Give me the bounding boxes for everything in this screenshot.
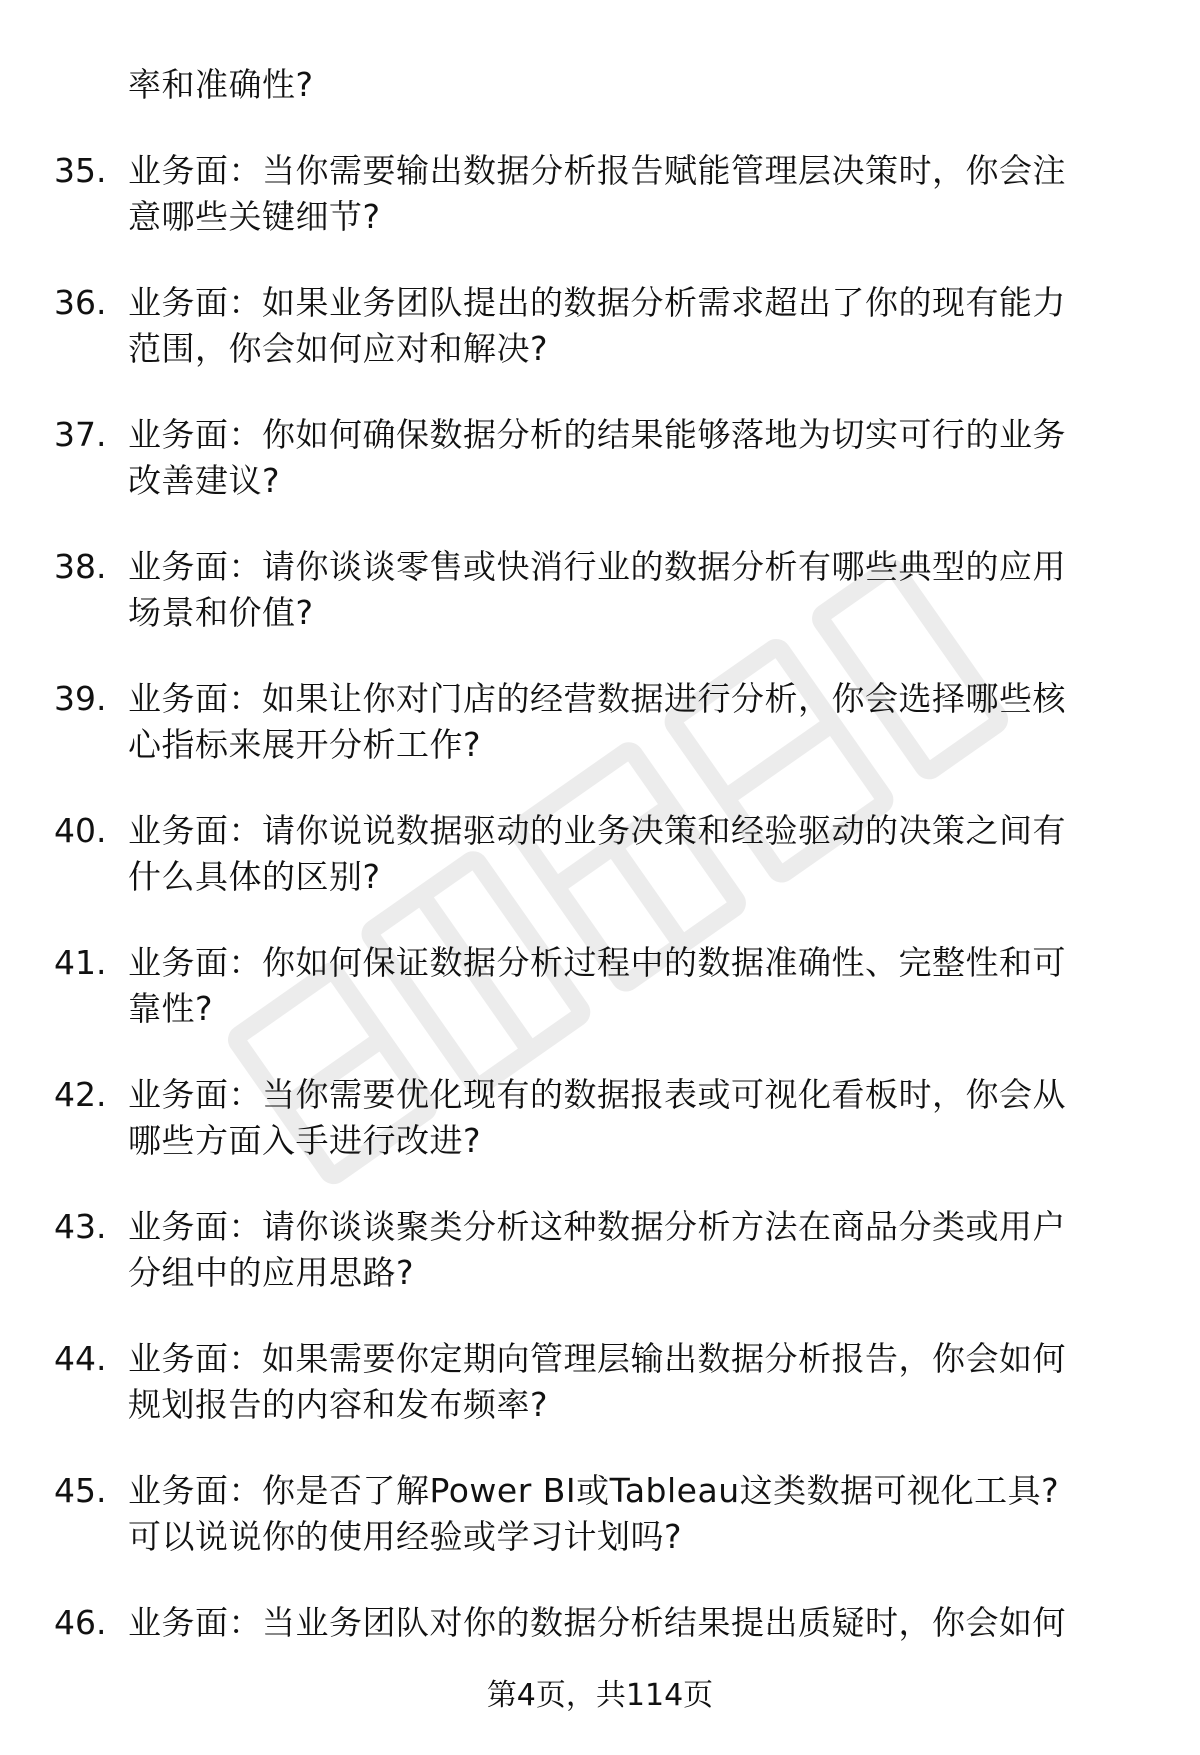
- page-footer: 第4页，共114页: [486, 1678, 714, 1713]
- question-number: 43.: [54, 1207, 107, 1246]
- question-text-line: 业务面：如果业务团队提出的数据分析需求超出了你的现有能力: [128, 283, 1066, 322]
- continuation-text: 率和准确性?: [128, 65, 314, 104]
- question-text-line: 业务面：当你需要优化现有的数据报表或可视化看板时，你会从: [128, 1075, 1066, 1114]
- question-text-line: 业务面：当你需要输出数据分析报告赋能管理层决策时，你会注: [128, 151, 1066, 190]
- question-item: [0, 412, 1200, 504]
- question-item: [0, 1600, 1200, 1646]
- question-text-line: 业务面：你如何确保数据分析的结果能够落地为切实可行的业务: [128, 415, 1066, 454]
- question-number: 44.: [54, 1339, 107, 1378]
- question-text-line: 心指标来展开分析工作?: [128, 725, 482, 764]
- question-text-line: 意哪些关键细节?: [128, 197, 381, 236]
- question-text-line: 哪些方面入手进行改进?: [128, 1121, 482, 1160]
- question-item: [0, 1468, 1200, 1560]
- question-number: 37.: [54, 415, 107, 454]
- question-item: [0, 940, 1200, 1032]
- question-item: [0, 1204, 1200, 1296]
- question-number: 39.: [54, 679, 107, 718]
- question-text-line: 业务面：你是否了解Power BI或Tableau这类数据可视化工具?: [128, 1471, 1060, 1510]
- question-number: 38.: [54, 547, 107, 586]
- question-text-line: 靠性?: [128, 989, 214, 1028]
- question-number: 42.: [54, 1075, 107, 1114]
- question-item: [0, 1072, 1200, 1164]
- question-number: 45.: [54, 1471, 107, 1510]
- question-text-line: 业务面：请你谈谈聚类分析这种数据分析方法在商品分类或用户: [128, 1207, 1066, 1246]
- question-text-line: 业务面：如果需要你定期向管理层输出数据分析报告，你会如何: [128, 1339, 1066, 1378]
- question-text-line: 分组中的应用思路?: [128, 1253, 415, 1292]
- question-number: 40.: [54, 811, 107, 850]
- question-number: 35.: [54, 151, 107, 190]
- question-text-line: 可以说说你的使用经验或学习计划吗?: [128, 1517, 683, 1556]
- question-item: [0, 808, 1200, 900]
- question-text-line: 改善建议?: [128, 461, 281, 500]
- question-number: 46.: [54, 1603, 107, 1642]
- question-item: [0, 676, 1200, 768]
- question-item: [0, 544, 1200, 636]
- question-text-line: 规划报告的内容和发布频率?: [128, 1385, 549, 1424]
- question-text-line: 什么具体的区别?: [128, 857, 381, 896]
- question-number: 36.: [54, 283, 107, 322]
- question-list: [0, 62, 1200, 1646]
- question-item: [0, 148, 1200, 240]
- question-text-line: 业务面：你如何保证数据分析过程中的数据准确性、完整性和可: [128, 943, 1066, 982]
- question-text-line: 业务面：如果让你对门店的经营数据进行分析，你会选择哪些核: [128, 679, 1066, 718]
- question-text-line: 业务面：请你说说数据驱动的业务决策和经验驱动的决策之间有: [128, 811, 1066, 850]
- question-number: 41.: [54, 943, 107, 982]
- question-item: [0, 1336, 1200, 1428]
- question-text-line: 业务面：当业务团队对你的数据分析结果提出质疑时，你会如何: [128, 1603, 1066, 1642]
- question-text-line: 范围，你会如何应对和解决?: [128, 329, 549, 368]
- question-item: [0, 280, 1200, 372]
- question-text-line: 场景和价值?: [128, 593, 314, 632]
- question-text-line: 业务面：请你谈谈零售或快消行业的数据分析有哪些典型的应用: [128, 547, 1066, 586]
